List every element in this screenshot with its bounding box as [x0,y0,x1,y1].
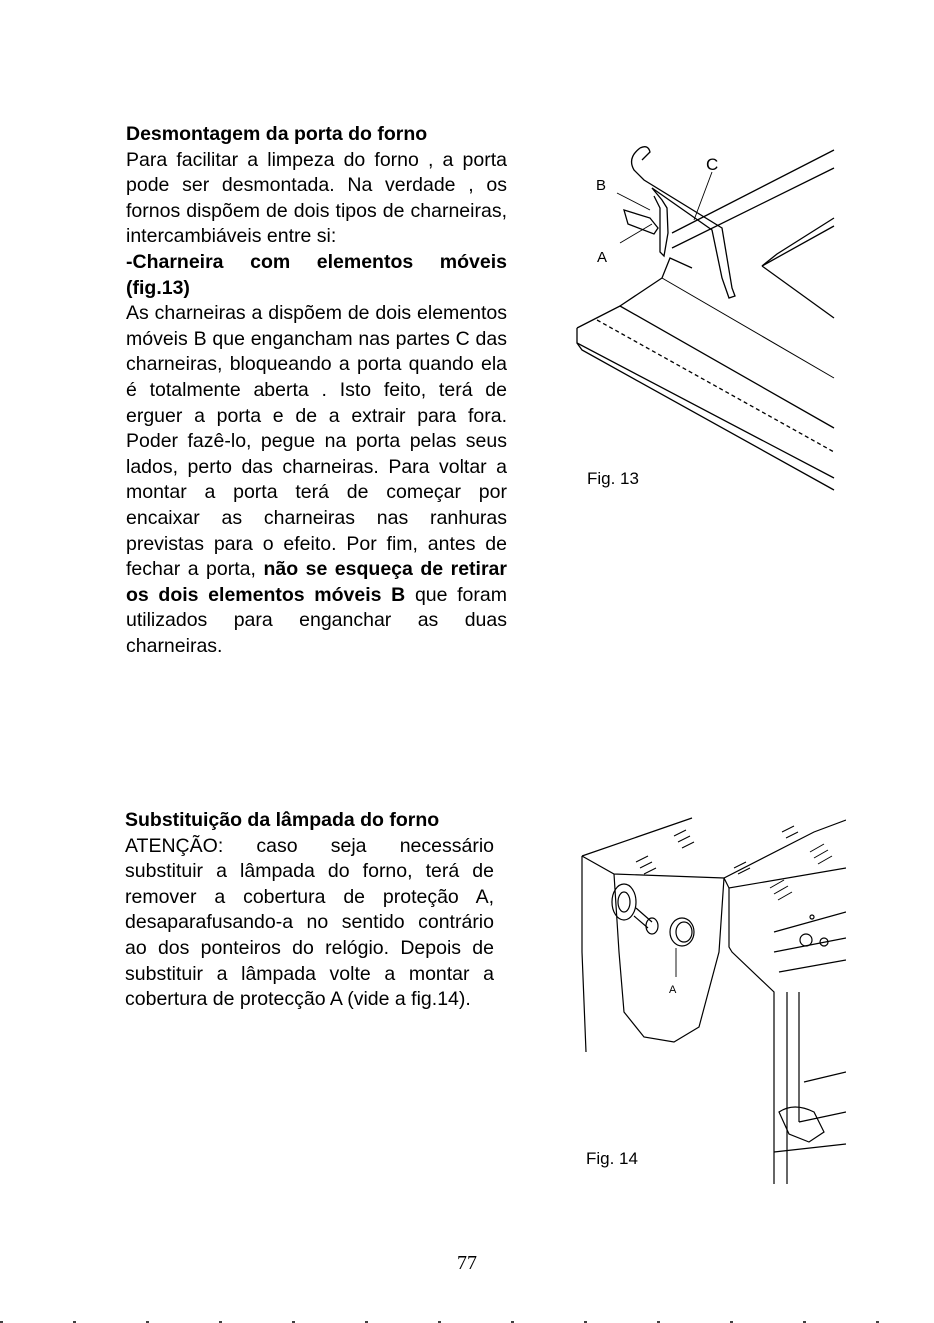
lamp-instructions-paragraph: ATENÇÃO: caso seja necessário substituir a lâmpada do forno, terá de remover a cobertura de proteção A, desaparafusando-a no sentido contrário ao dos ponteiros do relógio. Depois de substituir a lâmpada volte a montar a cobertura de protecção A (vide a fig.14). [125,834,494,1011]
subheading-hinge-movable: -Charneira com elementos móveis (fig.13) [126,250,507,299]
intro-paragraph: Para facilitar a limpeza do forno , a porta pode ser desmontada. Na verdade , os fornos dispõem de dois tipos de charneiras, intercambiáveis entre si: [126,148,507,248]
figure-14-lamp-illustration [574,812,846,1184]
section-title-door-removal: Desmontagem da porta do forno [126,123,428,145]
fig13-label-a: A [597,249,608,266]
section-title-lamp: Substituição da lâmpada do forno [125,809,440,831]
hinge-instructions-end: que foram utilizados para enganchar as duas charneiras. [126,583,507,657]
hinge-instructions-text: As charneiras a dispõem de dois elementos móveis B que engancham nas partes C das charneiras, bloqueando a porta quando ela é totalmente aberta . Isto feito, terá de erguer a porta e de a extrair para fora. Poder fazê-lo, pegue na porta pelas seus lados, perto das charneiras. Para voltar a montar a porta terá de começar por encaixar as charneiras nas ranhuras previstas para o efeito. Por fim, antes de fechar a porta, [126,302,507,581]
fig13-label-c: C [706,155,719,174]
section-lamp-replacement [125,808,494,1013]
fig13-label-b: B [596,177,607,194]
hinge-instructions-paragraph [126,301,507,659]
figure-13-hinge-illustration [572,138,840,493]
figure-14-caption: Fig. 14 [586,1149,642,1169]
page-number: 77 [457,1252,477,1274]
section-hinge-removal [126,122,507,659]
hinge-warning-bold: não se esqueça de retirar os dois elementos móveis B [126,558,507,606]
figure-13-caption: Fig. 13 [587,469,639,488]
fig14-label-a: A [669,984,677,996]
